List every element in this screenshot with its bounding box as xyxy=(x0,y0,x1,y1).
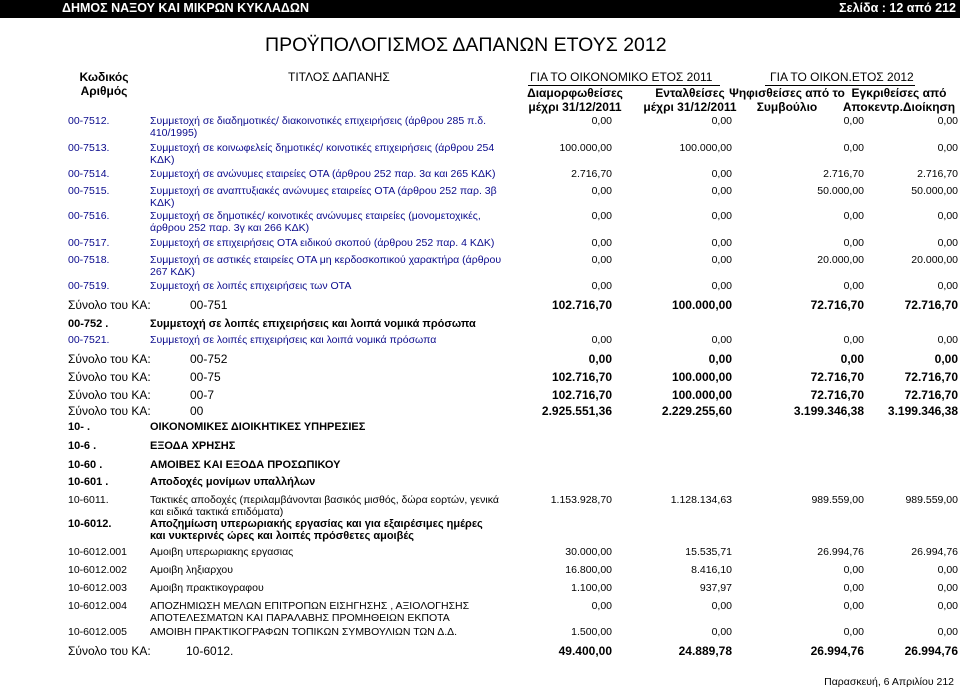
col-approved-header: Εγκριθείσες από Αποκεντρ.Διοίκηση xyxy=(842,86,956,114)
col-formed-header: Διαμορφωθείσες μέχρι 31/12/2011 xyxy=(527,86,623,114)
group-2012-header: ΓΙΑ ΤΟ ΟΙΚΟΝ.ΕΤΟΣ 2012 xyxy=(770,70,914,84)
top-bar xyxy=(0,0,960,18)
col-voted-header: Ψηφισθείσες από το Συμβούλιο xyxy=(729,86,845,114)
col-title-header: ΤΙΤΛΟΣ ΔΑΠΑΝΗΣ xyxy=(288,70,390,84)
page-number: Σελίδα : 12 από 212 xyxy=(839,1,956,15)
print-date: Παρασκευή, 6 Απριλίου 212 xyxy=(824,676,954,688)
municipality-name: ΔΗΜΟΣ ΝΑΞΟΥ ΚΑΙ ΜΙΚΡΩΝ ΚΥΚΛΑΔΩΝ xyxy=(62,1,309,15)
page-title: ΠΡΟΫΠΟΛΟΓΙΣΜΟΣ ΔΑΠΑΝΩΝ ΕΤΟΥΣ 2012 xyxy=(265,34,667,56)
col-ordered-header: Ενταλθείσες μέχρι 31/12/2011 xyxy=(643,86,737,114)
group-2011-header: ΓΙΑ ΤΟ ΟΙΚΟΝΟΜΙΚΟ ΕΤΟΣ 2011 xyxy=(530,70,713,84)
col-code-header: Κωδικός Αριθμός xyxy=(79,70,129,98)
